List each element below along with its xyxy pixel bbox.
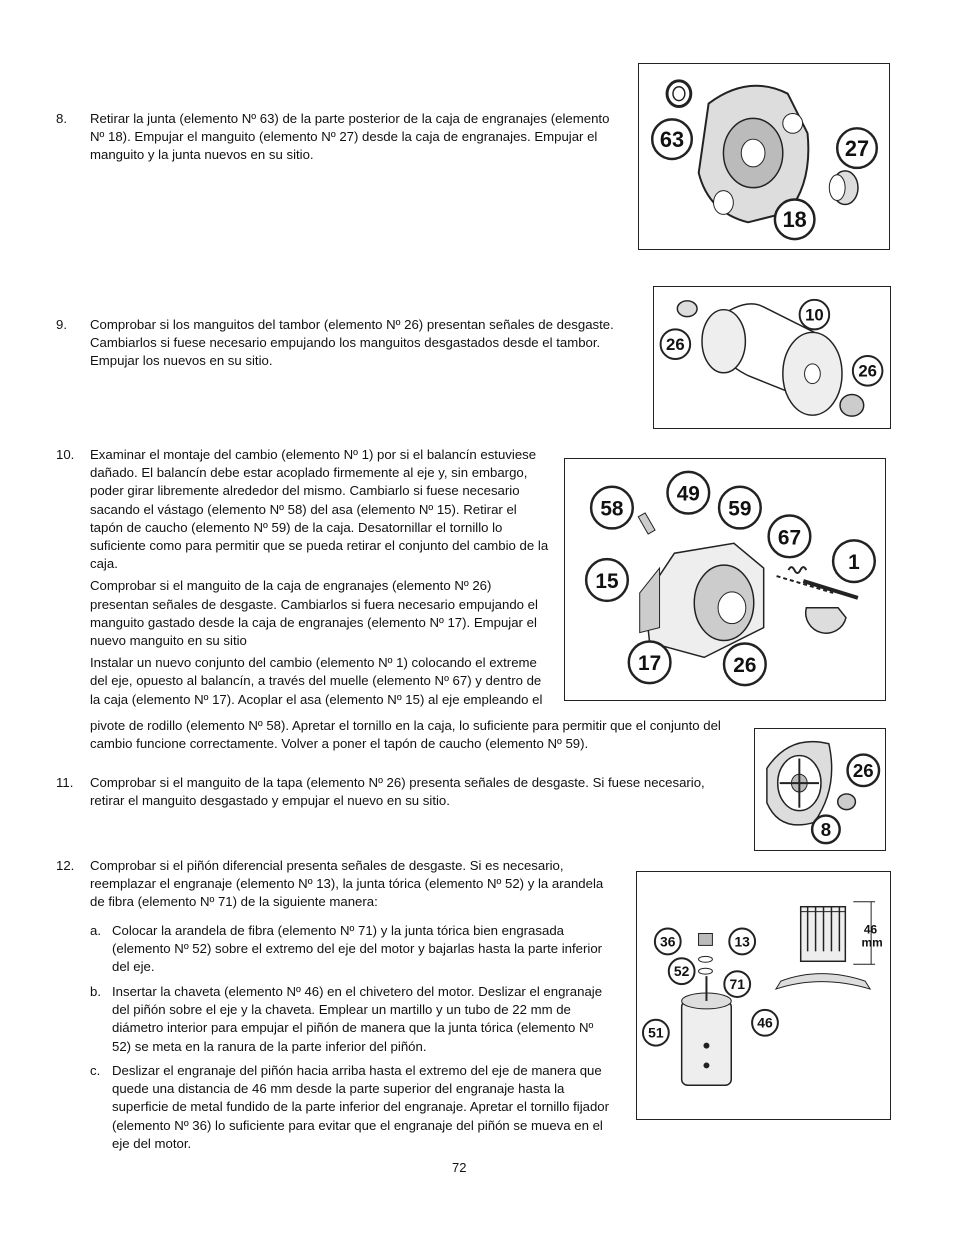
item-10-para-1: Examinar el montaje del cambio (elemento Nº 1) por si el balancín estuviese dañado. El balancín debe estar acoplado firmemente al eje y, sin embargo, poder girar libremente alrededor del mismo. Cambiarlo si fuese necesario sacando el vástago (elemento Nº 58) del asa (elemento Nº 15). Retirar el tapón de caucho (elemento Nº 59) de la caja. Desatornillar el tornillo lo suficiente como para permitir que se pueda retirar el conjunto del cambio de la caja. — [90, 447, 549, 572]
item-10-para-2: Comprobar si el manguito de la caja de engranajes (elemento Nº 26) presentan señales de desgaste. Cambiarlos si fuera necesario empujando el manguito gastado desde la caja de engranajes (elemento Nº 17). Empujar el nuevo manguito en su sitio — [90, 578, 538, 649]
svg-text:26: 26 — [733, 654, 757, 678]
callout-36 — [655, 929, 681, 955]
svg-text:27: 27 — [844, 136, 870, 162]
item-10-number: 10. — [56, 447, 75, 462]
callout-15 — [586, 559, 628, 601]
svg-text:36: 36 — [660, 933, 676, 950]
callout-10 — [800, 300, 830, 330]
item-9-text: Comprobar si los manguitos del tambor (elemento Nº 26) presentan señales de desgaste. Cambiarlos si fuese necesario empujando los manguitos desgastados desde el tambor. Empujar los nuevos en su sitio. — [90, 317, 614, 369]
item-12-text: Comprobar si el piñón diferencial presenta señales de desgaste. Si es necesario, reemplazar el engranaje (elemento Nº 13), la junta tórica (elemento Nº 52) y la arandela de fibra (elemento Nº 71) de la siguiente manera: — [90, 858, 604, 910]
callout-13 — [729, 929, 755, 955]
figure-drum — [653, 286, 891, 429]
item-12a-text: Colocar la arandela de fibra (elemento Nº 71) y la junta tórica bien engrasada (elemento Nº 52) sobre el extremo del eje del motor y bajarlas hasta la parte inferior del eje. — [112, 923, 603, 975]
callout-49 — [667, 472, 709, 514]
callout-26-left — [661, 329, 691, 359]
callout-26 — [848, 755, 879, 786]
callout-71 — [724, 971, 750, 997]
figure-shift-assembly — [564, 458, 886, 701]
callout-18 — [775, 200, 815, 240]
callout-17 — [629, 641, 671, 683]
svg-text:18: 18 — [782, 207, 807, 233]
item-12b-letter: b. — [90, 984, 101, 999]
callout-26 — [724, 643, 766, 685]
page-number: 72 — [452, 1160, 467, 1175]
item-12b-text: Insertar la chaveta (elemento Nº 46) en el chivetero del motor. Deslizar el engranaje del piñón sobre el eje y la chaveta. Emplear un martillo y un tubo de 22 mm de diámetro interior para empujar el piñón de manera que la junta tórica (elemento Nº 52) se meta en la ranura de la parte inferior del piñón. — [112, 984, 603, 1054]
svg-text:15: 15 — [595, 569, 619, 593]
svg-text:26: 26 — [852, 760, 874, 782]
callout-59 — [719, 487, 761, 529]
figure-pinion-motor — [636, 871, 891, 1120]
svg-text:26: 26 — [858, 361, 877, 381]
callout-67 — [769, 516, 811, 558]
svg-text:13: 13 — [734, 933, 750, 950]
svg-text:51: 51 — [648, 1024, 664, 1041]
svg-text:52: 52 — [673, 963, 690, 980]
figure-cover — [754, 728, 886, 851]
svg-text:63: 63 — [659, 127, 685, 153]
svg-text:1: 1 — [848, 551, 860, 575]
svg-text:59: 59 — [728, 497, 752, 521]
callout-46 — [752, 1010, 778, 1036]
figure-gearbox-housing — [638, 63, 890, 250]
dimension-46mm: 46 mm — [861, 922, 883, 950]
item-10-para-3-continued: pivote de rodillo (elemento Nº 58). Apretar el tornillo en la caja, lo suficiente para permitir que el conjunto del cambio funcione correctamente. Volver a poner el tapón de caucho (elemento Nº 59). — [90, 718, 721, 752]
item-10-text — [90, 446, 552, 709]
callout-63 — [652, 119, 692, 159]
svg-text:26: 26 — [666, 335, 685, 355]
item-8-text: Retirar la junta (elemento Nº 63) de la parte posterior de la caja de engranajes (elemento Nº 18). Empujar el manguito (elemento Nº 27) desde la caja de engranajes. Empujar el manguito y la junta nuevos en su sitio. — [90, 111, 610, 163]
callout-26-right — [853, 356, 883, 386]
svg-text:17: 17 — [638, 652, 662, 676]
item-12c-letter: c. — [90, 1063, 101, 1078]
item-10-para-3: Instalar un nuevo conjunto del cambio (elemento Nº 1) colocando el extreme del eje, opuesto al balancín, a través del muelle (elemento Nº 67) y dentro de la caja (elemento Nº 17). Acoplar el asa (elemento Nº 15) al eje empleando el — [90, 655, 543, 707]
callout-51 — [643, 1020, 669, 1046]
callout-1 — [833, 540, 875, 582]
callout-8 — [812, 816, 840, 844]
item-12a-letter: a. — [90, 923, 101, 938]
item-12c-text: Deslizar el engranaje del piñón hacia arriba hasta el extremo del eje de manera que quede una distancia de 46 mm desde la parte superior del engranaje hasta la superficie de metal fundido de la parte inferior del engranaje. Apretar el tornillo fijador (elemento Nº 36) lo suficiente para evitar que el engranaje del piñón se mueva en el eje del motor. — [112, 1063, 610, 1151]
svg-text:46: 46 — [757, 1014, 773, 1031]
item-8-number: 8. — [56, 111, 67, 126]
item-11-number: 11. — [56, 775, 74, 790]
svg-text:71: 71 — [729, 976, 745, 993]
svg-text:49: 49 — [676, 482, 700, 506]
svg-text:58: 58 — [600, 497, 624, 521]
callout-58 — [591, 487, 633, 529]
item-12-number: 12. — [56, 858, 75, 873]
callout-27 — [837, 128, 877, 168]
svg-text:8: 8 — [820, 819, 832, 841]
svg-text:67: 67 — [777, 526, 802, 550]
svg-text:10: 10 — [805, 305, 824, 325]
item-11-text: Comprobar si el manguito de la tapa (elemento Nº 26) presenta señales de desgaste. Si fuese necesario, retirar el manguito desgastado y empujar el nuevo en su sitio. — [90, 775, 705, 809]
item-9-number: 9. — [56, 317, 67, 332]
callout-52 — [669, 958, 695, 984]
